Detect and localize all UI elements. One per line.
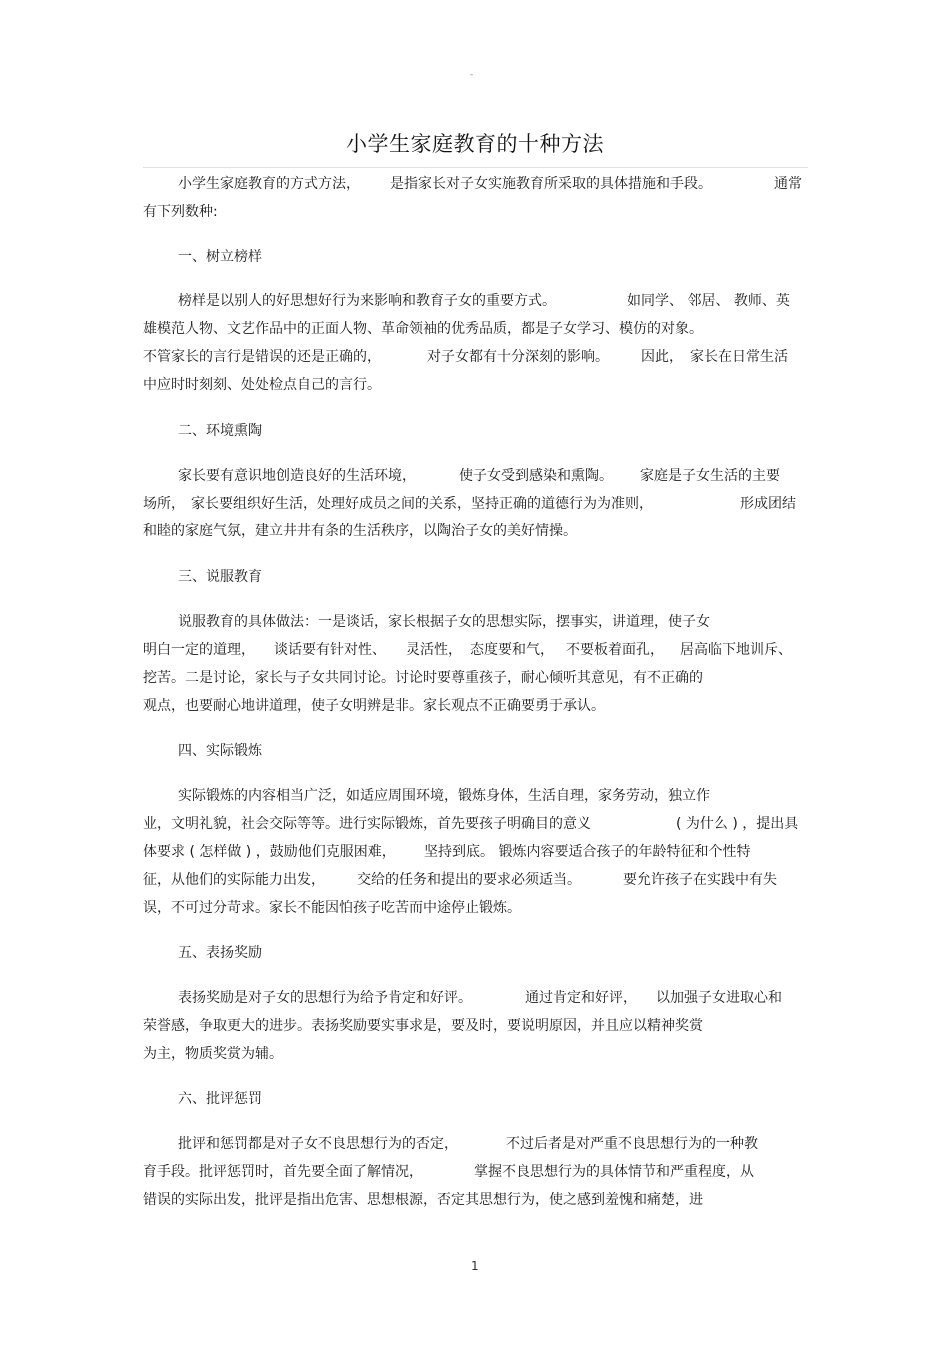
s1-line-3b: 对子女都有十分深刻的影响。: [427, 349, 609, 365]
s2-line-2b: 家长要组织好生活，处理好成员之间的关系，坚持正确的道德行为为准则，: [191, 496, 653, 512]
intro-line-1a: 小学生家庭教育的方式方法，: [178, 176, 360, 192]
s6-line-1b: 不过后者是对严重不良思想行为的一种教: [506, 1136, 758, 1152]
intro-line-1c: 通常: [774, 176, 802, 192]
s2-line-1c: 家庭是子女生活的主要: [640, 468, 780, 484]
s3-line-2f: 居高临下地训斥、: [680, 642, 792, 658]
s5-line-3: 为主，物质奖赏为辅。: [143, 1046, 283, 1062]
s1-line-1b: 如同学、 邻居、 教师、英: [627, 293, 790, 309]
title-divider: [143, 167, 808, 168]
page-number: 1: [471, 1259, 479, 1273]
s4-line-1: 实际锻炼的内容相当广泛，如适应周围环境，锻炼身体，生活自理，家务劳动，独立作: [178, 788, 710, 804]
s2-line-3: 和睦的家庭气氛，建立井井有条的生活秩序，以陶治子女的美好情操。: [143, 523, 577, 539]
s3-line-3: 挖苦。二是讨论，家长与子女共同讨论。讨论时要尊重孩子，耐心倾听其意见，有不正确的: [143, 670, 703, 686]
section-5-heading: 五、表扬奖励: [178, 945, 262, 961]
s1-line-3c: 因此，: [641, 349, 683, 365]
s5-line-1a: 表扬奖励是对子女的思想行为给予肯定和好评。: [178, 990, 472, 1006]
s3-line-4: 观点，也要耐心地讲道理，使子女明辨是非。家长观点不正确要勇于承认。: [143, 698, 605, 714]
s5-line-2: 荣誉感，争取更大的进步。表扬奖励要实事求是，要及时，要说明原因，并且应以精神奖赏: [143, 1018, 703, 1034]
s5-line-1c: 以加强子女进取心和: [656, 990, 782, 1006]
page-title: 小学生家庭教育的十种方法: [346, 132, 604, 156]
s1-line-4: 中应时时刻刻、处处检点自己的言行。: [143, 377, 381, 393]
s5-line-1b: 通过肯定和好评，: [525, 990, 637, 1006]
s2-line-1b: 使子女受到感染和熏陶。: [459, 468, 613, 484]
s2-line-1a: 家长要有意识地创造良好的生活环境，: [178, 468, 416, 484]
s6-line-3: 错误的实际出发，批评是指出危害、思想根源，否定其思想行为，使之感到羞愧和痛楚，进: [143, 1192, 703, 1208]
s3-line-2e: 不要板着面孔，: [566, 642, 664, 658]
s4-line-4a: 征，从他们的实际能力出发，: [143, 872, 325, 888]
s3-line-2b: 谈话要有针对性、: [274, 642, 386, 658]
s1-line-2: 雄模范人物、文艺作品中的正面人物、革命领袖的优秀品质，都是子女学习、模仿的对象。: [143, 321, 703, 337]
intro-line-1b: 是指家长对子女实施教育所采取的具体措施和手段。: [390, 176, 712, 192]
section-4-heading: 四、实际锻炼: [178, 743, 262, 759]
intro-line-2: 有下列数种:: [143, 204, 218, 220]
s4-line-2b: ( 为什么 ) ，提出具: [676, 816, 799, 832]
s3-line-1: 说服教育的具体做法：一是谈话，家长根据子女的思想实际，摆事实，讲道理，使子女: [178, 614, 710, 630]
page-marker: -: [470, 70, 474, 80]
s2-line-2c: 形成团结: [740, 496, 796, 512]
s6-line-1a: 批评和惩罚都是对子女不良思想行为的否定，: [178, 1136, 458, 1152]
s4-line-5: 误，不可过分苛求。家长不能因怕孩子吃苦而中途停止锻炼。: [143, 900, 521, 916]
s1-line-1a: 榜样是以别人的好思想好行为来影响和教育子女的重要方式。: [178, 293, 556, 309]
s4-line-3a: 体要求 ( 怎样做 ) ，鼓励他们克服困难，: [143, 844, 396, 860]
s3-line-2a: 明白一定的道理，: [143, 642, 255, 658]
s4-line-3b: 坚持到底。 锻炼内容要适合孩子的年龄特征和个性特: [424, 844, 751, 860]
s3-line-2c: 灵活性，: [406, 642, 462, 658]
section-6-heading: 六、批评惩罚: [178, 1091, 262, 1107]
s3-line-2d: 态度要和气，: [470, 642, 554, 658]
s1-line-3d: 家长在日常生活: [690, 349, 788, 365]
s2-line-2a: 场所，: [143, 496, 185, 512]
s4-line-4c: 要允许孩子在实践中有失: [623, 872, 777, 888]
s4-line-2a: 业，文明礼貌，社会交际等等。进行实际锻炼，首先要孩子明确目的意义: [143, 816, 591, 832]
s1-line-3a: 不管家长的言行是错误的还是正确的，: [143, 349, 381, 365]
s6-line-2a: 育手段。批评惩罚时，首先要全面了解情况，: [143, 1164, 423, 1180]
section-2-heading: 二、环境熏陶: [178, 423, 262, 439]
section-3-heading: 三、说服教育: [178, 569, 262, 585]
section-1-heading: 一、树立榜样: [178, 249, 262, 265]
s4-line-4b: 交给的任务和提出的要求必须适当。: [357, 872, 581, 888]
s6-line-2b: 掌握不良思想行为的具体情节和严重程度，从: [474, 1164, 754, 1180]
